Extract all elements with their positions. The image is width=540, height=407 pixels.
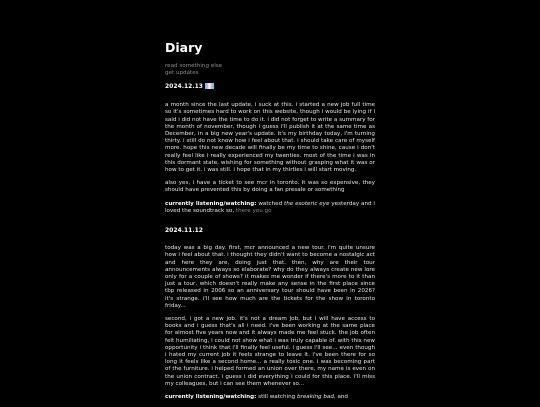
entry-date: 2024.11.12	[165, 227, 203, 234]
entry-paragraph: a month since the last update, i suck at this. i started a new job full time so it's sometimes hard to work on this website, though i would be lying if i said i did not have the time to do it. i did not forget to write a summary for the month of november, though i guess i'll publish it at the same time as December, in a big new year's update. it's my birthday today, i'm turning thirty. i still do not know how i feel about that. i should take care of myself more. hope this new decade will finally be my time to shine, cause i don't really feel like i really experienced my twenties. most of the time i was in this dormant state, wishing for something without grasping what it was or how to get it. i was still. i hope that in my thirties i will start moving.	[165, 102, 375, 174]
entry-paragraph: second, i got a new job. it's not a dream job, but i will have access to books and i guess that's all i need. i've been working at the same place for almost five years now and it always made me feel stuck. the job often felt humiliating, i could not show what i was truly capable of. with this new opportunity i think that i'll finally feel useful. i guess i'll see... even though i hated my current job it feels strange to leave it. i've been there for so long it feels like a second home... a really toxic one. i was becoming part of the furniture. i helped formed an union over there, my name is even on the union contract. i guess i did everything i could for this place. i'll miss my colleagues, but i can see them whenever so...	[165, 316, 375, 387]
get-updates-link[interactable]: get updates	[165, 70, 199, 77]
nav-links	[165, 63, 222, 78]
entry-paragraph: today was a big day. first, mcr announced a new tour. i'm quite unsure how i feel about that. i thought they didn't want to become a nostalgic act and here they are, doing just that. then, why are their tour announcements always so elaborate? why do they always create new lore only for a couple of shows? it makes me wonder if there's more to it than just a tour, which doesn't really make any sense in the first place since tbp released in 2006 so an anniversary tour should have been in 2026? it's strange. i'll see how much are the tickets for the show in toronto friday...	[165, 245, 375, 309]
trans-flag-icon	[205, 83, 214, 89]
read-something-else-link[interactable]: read something else	[165, 63, 223, 69]
entry-2024-11-12	[165, 227, 375, 407]
media-title: breaking bad	[296, 394, 334, 401]
entry-date: 2024.12.13	[165, 83, 203, 90]
listening-label: currently listening/watching:	[165, 200, 257, 207]
media-title: the esoteric eye	[284, 200, 330, 207]
entry-2024-12-13	[165, 83, 375, 221]
page-title: Diary	[165, 40, 203, 55]
listening-label: currently listening/watching:	[165, 394, 257, 401]
listening-line: currently listening/watching: still watching breaking bad, and	[165, 394, 348, 401]
there-you-go-link[interactable]: there you go	[235, 207, 272, 214]
entry-paragraph: also yes, i have a ticket to see mcr in toronto. it was so expensive, they should have prevented this by doing a fan presale or something	[165, 180, 375, 194]
listening-line: currently listening/watching: watched the esoteric eye yesterday and i loved the soundtrack so, there you go	[165, 200, 375, 214]
